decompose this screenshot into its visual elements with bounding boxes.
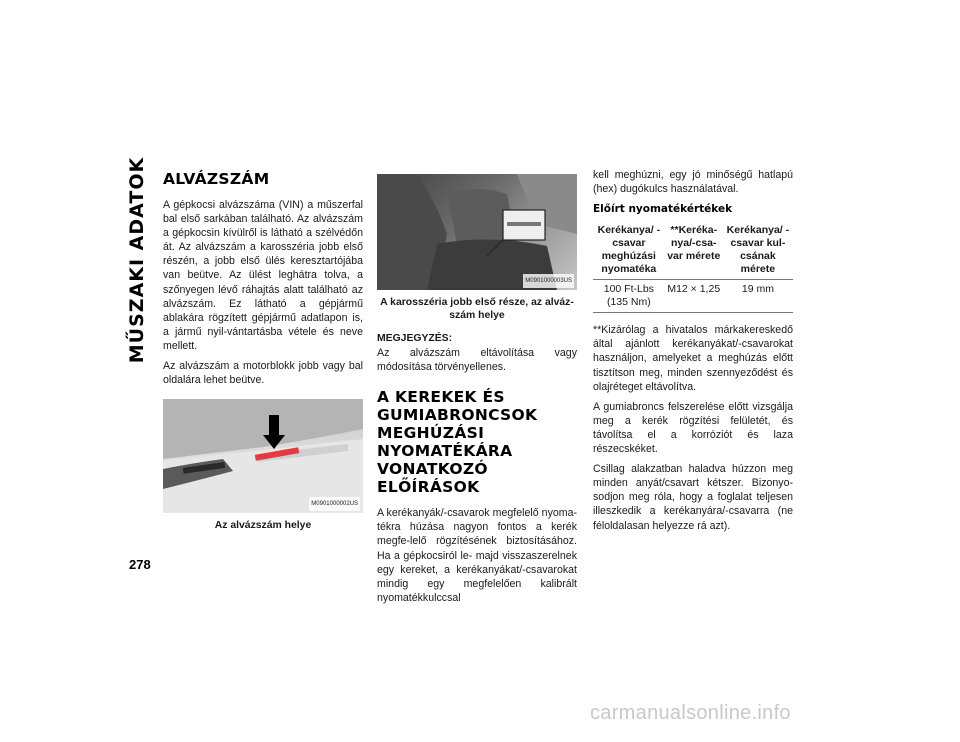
torque-title: Előírt nyomatékértékek	[593, 203, 733, 216]
footnote: **Kizárólag a hivatalos márkakereskedő által ajánlott kerékanyákat/-csavarokat használjon, amelyeket a meghúzás előtt tisztítson meg, minden szennyeződést és olajréteget eltávolítva.	[593, 324, 793, 393]
vin-paragraph-1: A gépkocsi alvázszáma (VIN) a műszerfal bal első sarkában található. Az alvázszám a gépkocsin kívülről is látható a szélvédőn át. Az alvázszám a karosszéria jobb első részén, a jobb első ülés keresztartójába van beütve. Az ülést leghátra tolva, a szőnyegen lévő ráhajtás alatt található az alvázszám. Ez látható a gépjármű ablakára rögzített gépjármű adatlapon is, a jármű nyil-vántartásba vétele és neve mellett.	[163, 199, 363, 352]
torque-table	[593, 224, 793, 313]
page-number: 278	[129, 557, 151, 572]
column-2	[377, 168, 577, 611]
note-label: MEGJEGYZÉS:	[377, 333, 453, 344]
wheels-paragraph-2: A gumiabroncs felszerelése előtt vizsgálja meg a kerék rögzítési felületét, és távolítsa el a korróziót és laza részecskéket.	[593, 400, 793, 456]
table-row	[593, 280, 793, 313]
figure-caption: Az alvázszám helye	[214, 520, 312, 532]
wheels-paragraph-1: A kerékanyák/-csavarok megfelelő nyoma-tékra húzása nagyon fontos a kerék megfe-lelő rögzítésének biztosításához. Ha a gépkocsiról le- majd visszaszerelnek egy kereket, a kerékanyákat/-csavarokat mindig egy megfelelően kalibrált nyomatékkulccsal	[377, 507, 577, 604]
table-header: **Keréka-nya/-csa-var mérete	[665, 224, 723, 280]
table-header-row	[593, 224, 793, 280]
table-cell: M12 × 1,25	[665, 280, 723, 313]
wheels-paragraph-3: Csillag alakzatban haladva húzzon meg minden anyát/csavart kétszer. Bizonyo-sodjon meg róla, hogy a foglalat teljesen illeszkedik a kerékanyára/-csavarra (ne féloldalasan helyezze rá azt).	[593, 463, 793, 532]
vin-section-title: ALVÁZSZÁM	[163, 170, 270, 188]
figure-id: M0901000002US	[309, 497, 360, 511]
vin-paragraph-2: Az alvázszám a motorblokk jobb vagy bal oldalára lehet beütve.	[163, 360, 363, 387]
seat-illustration	[377, 174, 577, 290]
column-3	[593, 168, 793, 539]
figure-caption: A karosszéria jobb első része, az alváz-szám helye	[380, 297, 574, 321]
chapter-tab-label: MŰSZAKI ADATOK	[126, 156, 149, 364]
table-header: Kerékanya/ -csavar meghúzási nyomatéka	[593, 224, 665, 280]
vin-location-figure	[163, 399, 363, 513]
figure-id: M0901000003US	[523, 274, 574, 288]
table-cell: 19 mm	[723, 280, 793, 313]
body-vin-figure	[377, 174, 577, 290]
column-1	[163, 168, 363, 542]
table-cell: 100 Ft-Lbs (135 Nm)	[593, 280, 665, 313]
wheels-section-title: A KEREKEK ÉS GUMIABRONCSOK MEGHÚZÁSI NYOMATÉKÁRA VONATKOZÓ ELŐÍRÁSOK	[377, 388, 538, 497]
table-header: Kerékanya/ -csavar kul-csának mérete	[723, 224, 793, 280]
note-text: Az alvázszám eltávolítása vagy módosítása törvényellenes.	[377, 347, 577, 374]
watermark[interactable]: carmanualsonline.info	[590, 702, 791, 724]
dashboard-illustration	[163, 399, 363, 513]
wheels-paragraph-1-cont: kell meghúzni, egy jó minőségű hatlapú (hex) dugókulcs használatával.	[593, 169, 793, 196]
chapter-tab	[118, 156, 156, 364]
